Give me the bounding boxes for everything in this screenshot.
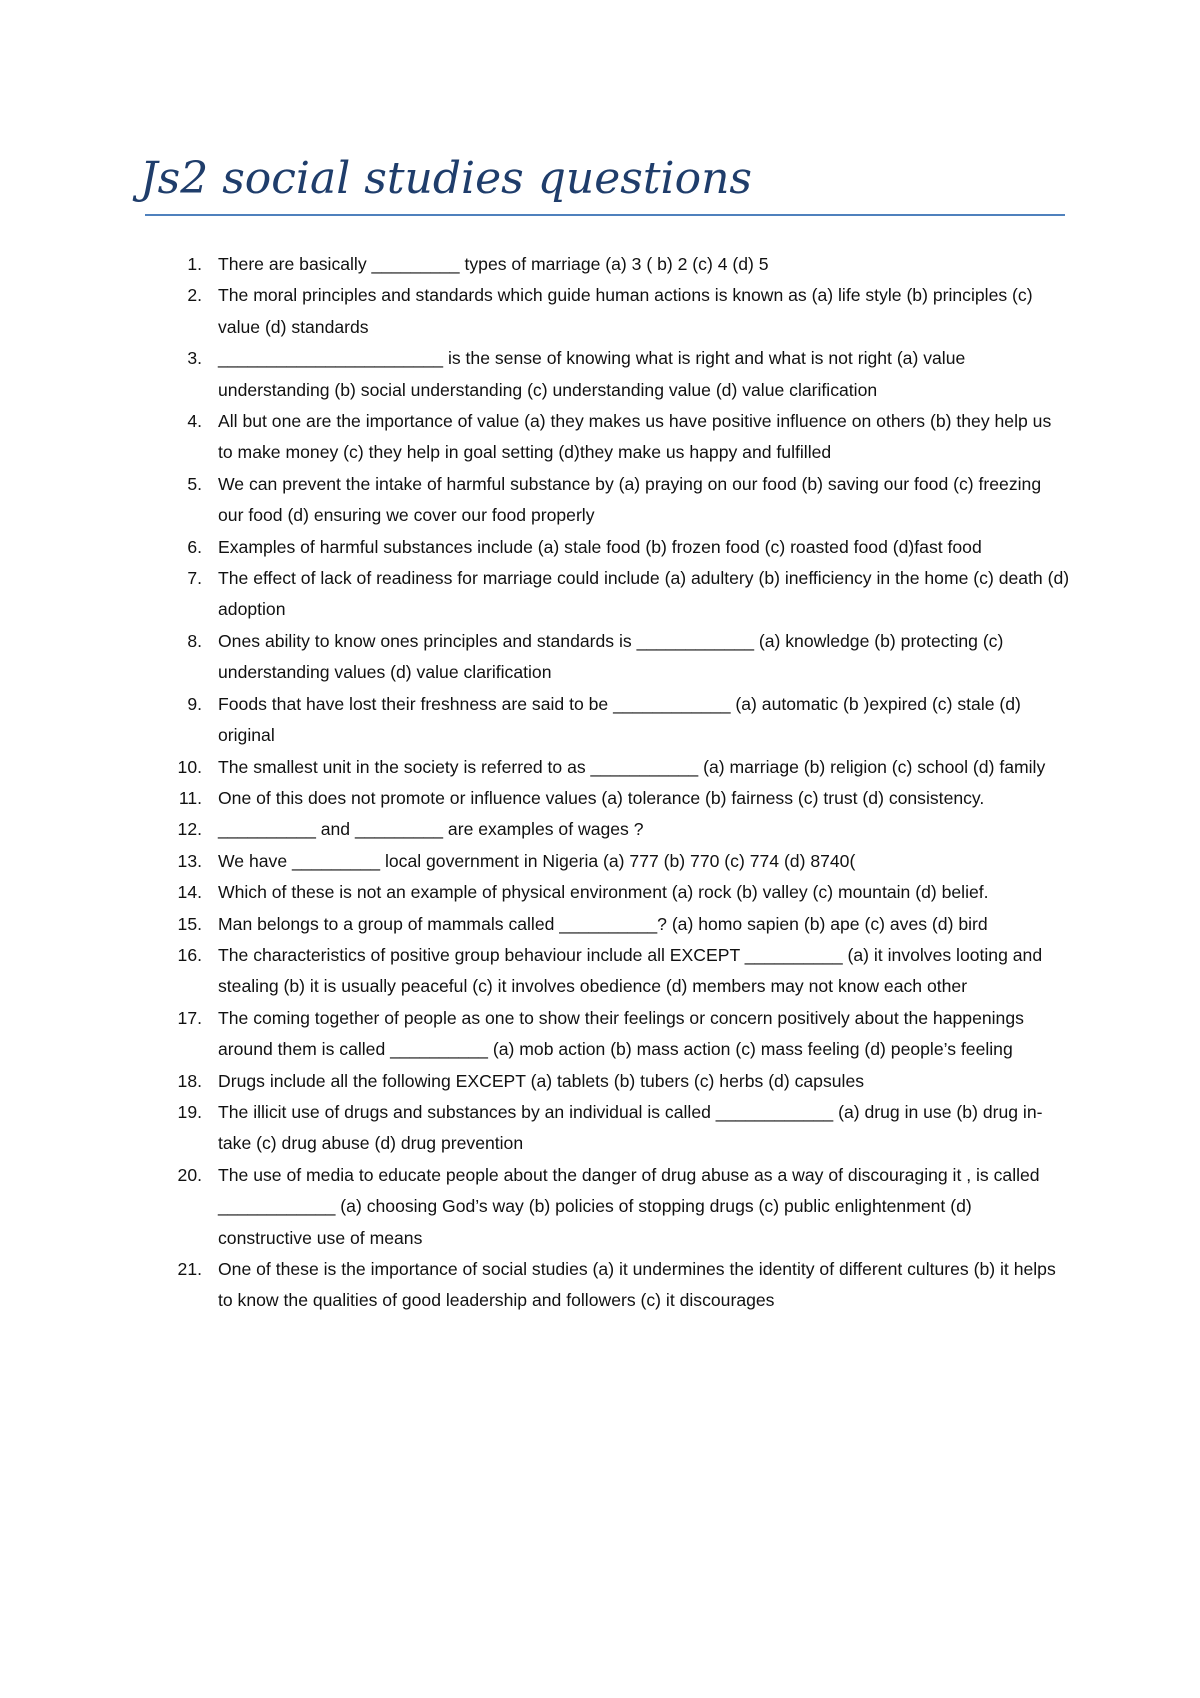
question-item: [0, 406, 1200, 469]
question-number: 3.: [187, 348, 202, 369]
question-number: 9.: [187, 693, 202, 714]
question-number: 10.: [177, 756, 202, 777]
question-text: The moral principles and standards which guide human actions is known as (a) life style (b) principles (c) value (d) standards: [218, 285, 1033, 337]
question-text: The effect of lack of readiness for marriage could include (a) adultery (b) inefficiency in the home (c) death (d) adoption: [218, 568, 1070, 620]
question-item: [0, 846, 1200, 877]
question-number: 7.: [187, 568, 202, 589]
question-text: Which of these is not an example of physical environment (a) rock (b) valley (c) mountain (d) belief.: [218, 882, 989, 903]
question-text: The characteristics of positive group behaviour include all EXCEPT __________ (a) it involves looting and stealing (b) it is usually peaceful (c) it involves obedience (d) members may not know each other: [218, 944, 1043, 997]
question-text: We can prevent the intake of harmful substance by (a) praying on our food (b) saving our food (c) freezing our food (d) ensuring we cover our food properly: [218, 473, 1042, 526]
question-number: 18.: [177, 1070, 202, 1091]
question-item: [0, 877, 1200, 908]
question-text: The coming together of people as one to show their feelings or concern positively about the happenings around them is called __________ (a) mob action (b) mass action (c) mass feeling (d) people’s feeling: [218, 1007, 1024, 1060]
question-item: [0, 563, 1200, 626]
question-text: Ones ability to know ones principles and standards is ____________ (a) knowledge (b) protecting (c) understanding values (d) value clarification: [218, 630, 1004, 683]
question-number: 11.: [178, 787, 202, 808]
question-number: 17.: [177, 1007, 202, 1028]
question-text: The use of media to educate people about the danger of drug abuse as a way of discouraging it , is called ____________ (a) choosing God’s way (b) policies of stopping drugs (c) public enlightenment (d) constructive use of means: [218, 1164, 1040, 1248]
question-number: 6.: [187, 536, 202, 557]
question-item: [0, 814, 1200, 845]
question-text: There are basically _________ types of marriage (a) 3 ( b) 2 (c) 4 (d) 5: [218, 254, 769, 274]
question-text: One of this does not promote or influence values (a) tolerance (b) fairness (c) trust (d) consistency.: [218, 787, 985, 808]
question-number: 14.: [177, 882, 202, 903]
question-item: [0, 752, 1200, 783]
question-text: All but one are the importance of value (a) they makes us have positive influence on others (b) they help us to make money (c) they help in goal setting (d)they make us happy and fulfilled: [218, 411, 1052, 463]
question-item: [0, 1066, 1200, 1097]
question-number: 19.: [177, 1101, 202, 1122]
question-number: 12.: [177, 819, 202, 840]
document-title: Js2 social studies questions: [140, 153, 753, 204]
question-item: [0, 249, 1200, 280]
question-number: 16.: [177, 944, 202, 965]
question-text: _______________________ is the sense of knowing what is right and what is not right (a) value understanding (b) social understanding (c) understanding value (d) value clarification: [218, 348, 966, 400]
question-item: [0, 689, 1200, 752]
question-text: One of these is the importance of social studies (a) it undermines the identity of different cultures (b) it helps to know the qualities of good leadership and followers (c) it discourages: [218, 1259, 1056, 1311]
question-number: 4.: [187, 411, 202, 432]
question-text: Foods that have lost their freshness are said to be ____________ (a) automatic (b )expired (c) stale (d) original: [218, 693, 1021, 746]
question-item: [0, 343, 1200, 406]
question-item: [0, 626, 1200, 689]
question-text: __________ and _________ are examples of wages ?: [218, 819, 644, 840]
question-number: 15.: [177, 913, 202, 934]
question-item: [0, 280, 1200, 343]
question-text: Examples of harmful substances include (a) stale food (b) frozen food (c) roasted food (d)fast food: [218, 536, 982, 557]
question-number: 1.: [187, 254, 202, 274]
question-number: 21.: [177, 1259, 202, 1279]
question-item: [0, 1003, 1200, 1066]
question-number: 20.: [177, 1164, 202, 1185]
question-text: The smallest unit in the society is referred to as ___________ (a) marriage (b) religion (c) school (d) family: [218, 756, 1046, 777]
question-text: We have _________ local government in Nigeria (a) 777 (b) 770 (c) 774 (d) 8740(: [218, 850, 856, 871]
title-underline: [145, 214, 1065, 216]
question-text: Drugs include all the following EXCEPT (a) tablets (b) tubers (c) herbs (d) capsules: [218, 1070, 865, 1091]
question-item: [0, 1160, 1200, 1254]
question-item: [0, 1254, 1200, 1317]
question-number: 5.: [187, 473, 202, 494]
question-text: Man belongs to a group of mammals called __________? (a) homo sapien (b) ape (c) aves (d) bird: [218, 913, 988, 934]
question-text: The illicit use of drugs and substances by an individual is called ____________ (a) drug in use (b) drug in-take (c) drug abuse (d) drug prevention: [218, 1101, 1043, 1154]
question-item: [0, 469, 1200, 532]
question-item: [0, 1097, 1200, 1160]
question-number: 8.: [187, 630, 202, 651]
question-list: [0, 249, 1200, 1317]
question-item: [0, 783, 1200, 814]
question-item: [0, 909, 1200, 940]
question-number: 13.: [177, 850, 202, 871]
question-number: 2.: [187, 285, 202, 306]
question-item: [0, 940, 1200, 1003]
question-item: [0, 532, 1200, 563]
